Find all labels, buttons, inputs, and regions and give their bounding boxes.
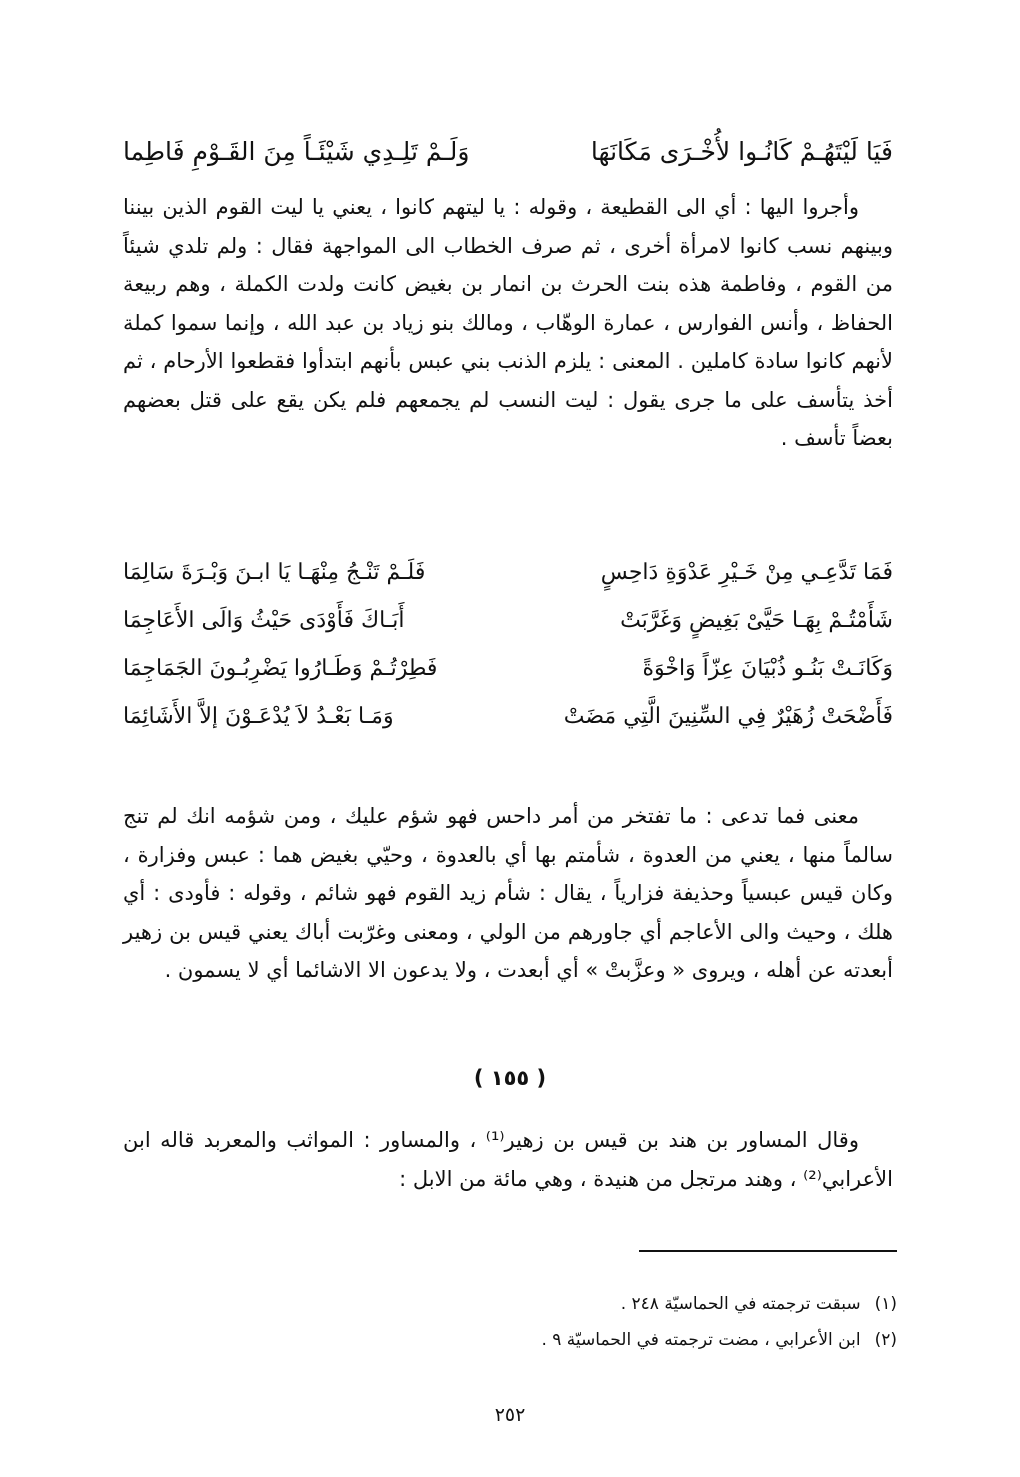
commentary-paragraph-3 (123, 1121, 893, 1198)
paragraph-text: وأجروا اليها : أي الى القطيعة ، وقوله : يا ليتهم كانوا ، يعني يا ليت القوم الذين بيننا وبينهم نسب كانوا لامرأة أخرى ، ثم صرف الخطاب الى المواجهة فقال : ولم تلدي شيئاً من القوم ، وفاطمة هذه بنت الحرث بن انمار بن بغيض كانت ولدت الكملة ، وهم ربيعة الحفاظ ، وأنس الفوارس ، عمارة الوهّاب ، ومالك بنو زياد بن عبد الله ، وإنما سموا كملة لأنهم كانوا سادة كاملين . المعنى : يلزم الذنب بني عبس بأنهم ابتدأوا فقطعوا الأرحام ، ثم أخذ يتأسف على ما جرى يقول : ليت النسب لم يجمعهم فلم يكن يقع على قتل بعضهم بعضاً تأسف . (123, 195, 893, 450)
paragraph-text: وقال المساور بن هند بن قيس بن زهير⁽¹⁾ ، والمساور : المواثب والمعربد قاله ابن الأعرابي⁽²⁾ ، وهند مرتجل من هنيدة ، وهي مائة من الابل : (123, 1128, 893, 1191)
poem-verse-first-hemistich: فَمَا تَدَّعِـي مِنْ خَـيْرِ عَدْوَةِ دَاحِسٍ (600, 560, 893, 585)
section-number: ( ١٥٥ ) (473, 1066, 547, 1090)
commentary-paragraph-2 (123, 797, 893, 990)
footnote-text: سبقت ترجمته في الحماسيّة ٢٤٨ . (620, 1294, 861, 1314)
footnote-divider (639, 1250, 897, 1252)
poem-verse-first-hemistich: شَأَمْتُـمْ بِهَـا حَيَّىْ بَغِيضٍ وَغَرَّبَتْ (620, 608, 893, 633)
footnote (397, 1286, 897, 1322)
poem-verse (123, 549, 893, 597)
poem-verse-second-hemistich: أَبَـاكَ فَأَوْدَى حَيْثُ وَالَى الأَعَاجِمَا (123, 608, 405, 633)
poem-verse (123, 645, 893, 693)
verse-second-hemistich: وَلَـمْ تَلِـدِي شَيْئَـاً مِنَ القَـوْمِ فَاطِما (123, 137, 470, 166)
footnote-number: (٢) (874, 1330, 897, 1350)
footnotes (397, 1286, 897, 1358)
footnote-number: (١) (874, 1294, 897, 1314)
poem-verse-first-hemistich: فَأَضْحَتْ زُهَيْرٌ فِي السِّنِينَ الَّتِي مَضَتْ (563, 704, 893, 729)
footnote-text: ابن الأعرابي ، مضت ترجمته في الحماسيّة ٩ . (541, 1330, 861, 1350)
paragraph-text: معنى فما تدعى : ما تفتخر من أمر داحس فهو شؤم عليك ، ومن شؤمه انك لم تنج سالماً منها ، يعني من العدوة ، شأمتم بها أي بالعدوة ، وحيّي بغيض هما : عبس وفزارة ، وكان قيس عبسياً وحذيفة فزارياً ، يقال : شأم زيد القوم فهو شائم ، وقوله : فأودى : أي هلك ، وحيث والى الأعاجم أي جاورهم من الولي ، ومعنى وغرّبت أباك يعني قيس بن زهير أبعدته عن أهله ، ويروى « وعزَّبتْ » أي أبعدت ، ولا يدعون الا الاشائما أي لا يسمون . (123, 804, 893, 982)
poem-verse (123, 693, 893, 741)
footnote (397, 1322, 897, 1358)
verse-first-hemistich: فَيَا لَيْتَهُـمْ كَانُـوا لأُخْـرَى مَكَانَهَا (590, 137, 893, 166)
page-number: ٢٥٢ (494, 1404, 526, 1426)
opening-verse (123, 128, 893, 176)
poem-verse-second-hemistich: فَطِرْتُـمْ وَطَـارُوا يَضْرِبُـونَ الجَمَاجِمَا (123, 656, 438, 681)
poem-verse-first-hemistich: وَكَانَـتْ بَنُـو ذُبْيَانَ عِزّاً وَاخْوَةً (642, 656, 893, 681)
poem-verse (123, 597, 893, 645)
poem-verse-second-hemistich: وَمَـا بَعْـدُ لاَ يُدْعَـوْنَ إلاَّ الأَشَائِمَا (123, 704, 394, 729)
poem-block (123, 549, 893, 741)
commentary-paragraph-1 (123, 188, 893, 458)
poem-verse-second-hemistich: فَلَـمْ تَنْـجُ مِنْهَـا يَا ابـنَ وَبْـرَةَ سَالِمَا (123, 560, 426, 585)
